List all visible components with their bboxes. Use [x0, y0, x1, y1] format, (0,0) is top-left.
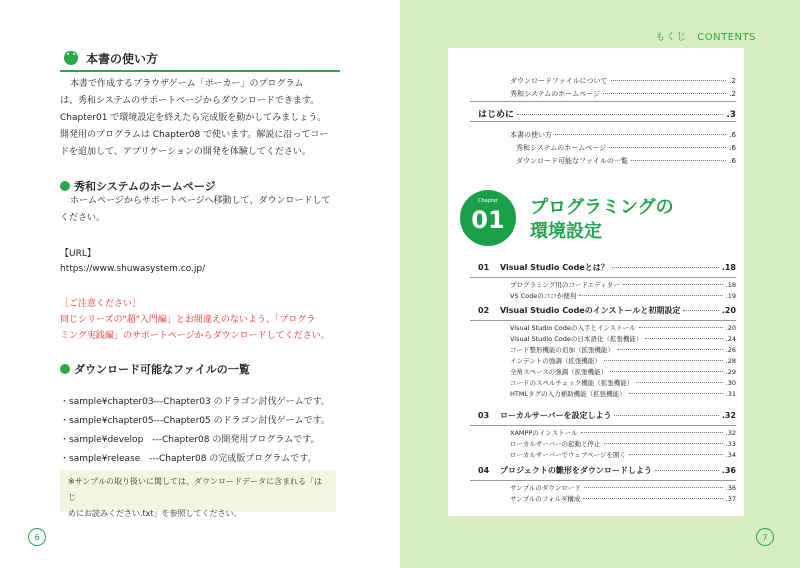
- toc-leader: [629, 393, 723, 394]
- file-item: ・sample¥develop ---Chapter08 の開発用プログラムです。: [60, 435, 320, 445]
- toc-leader: [617, 349, 723, 350]
- toc-item: [510, 280, 736, 289]
- right-page-number: 7: [756, 528, 774, 546]
- url-link[interactable]: https://www.shuwasystem.co.jp/: [60, 264, 206, 274]
- download-heading: ダウンロード可能なファイルの一覧: [60, 361, 250, 377]
- toc-item: [510, 130, 736, 140]
- toc-page: .34: [725, 451, 736, 459]
- toc-leader: [639, 327, 723, 328]
- toc-page: .20: [721, 306, 736, 315]
- toc-leader: [609, 147, 726, 148]
- toc-leader: [645, 338, 722, 339]
- toc-label: インデントの強調（拡張機能）: [510, 357, 601, 365]
- toc-page: .37: [725, 495, 736, 503]
- bullet-dot-icon: [60, 364, 70, 374]
- toc-page: .32: [725, 429, 736, 437]
- toc-divider: [470, 277, 736, 278]
- toc-page: .6: [729, 157, 736, 165]
- intro-line: Chapter01 で環境設定を終えたら完成版を動かしてみましょう。: [60, 113, 327, 123]
- toc-leader: [583, 498, 722, 499]
- toc-page: .6: [729, 144, 736, 152]
- toc-label: ローカルサーバーでウェブページを開く: [510, 451, 626, 459]
- toc-item: [510, 450, 736, 459]
- note-line: ※サンプルの取り扱いに関しては、ダウンロードデータに含まれる「はじ: [68, 477, 322, 502]
- intro-line: ドを追加して、アプリケーションの開発を体験してください。: [60, 147, 311, 157]
- toc-leader: [610, 371, 722, 372]
- toc-leader: [603, 93, 726, 94]
- notice-body: [60, 312, 350, 344]
- toc-leader: [579, 295, 722, 296]
- toc-label: ローカルサーバーを設定しよう: [500, 411, 612, 420]
- toc-divider: [470, 425, 736, 426]
- toc-page: .26: [725, 346, 736, 354]
- homepage-heading: 秀和システムのホームページ: [60, 178, 216, 194]
- toc-section-number: 02: [478, 306, 490, 315]
- toc-label: サンプルのダウンロード: [510, 484, 581, 492]
- toc-leader: [604, 360, 723, 361]
- toc-item: [510, 76, 736, 86]
- toc-leader: [623, 284, 723, 285]
- toc-leader: [614, 415, 718, 416]
- notice-heading: ［ご注意ください］: [60, 299, 142, 309]
- toc-label: VS Codeのココが便利: [510, 292, 577, 300]
- toc-label: コードのスペルチェック機能（拡張機能）: [510, 379, 634, 387]
- toc-leader: [636, 382, 722, 383]
- usage-title: 本書の使い方: [86, 52, 159, 66]
- toc-label: 秀和システムのホームページ: [510, 90, 601, 98]
- toc-section: [478, 410, 736, 421]
- intro-line: は、秀和システムのサポートページからダウンロードできます。: [60, 96, 320, 106]
- toc-item: [516, 156, 736, 166]
- toc-page: .33: [725, 440, 736, 448]
- file-item: ・sample¥chapter05---Chapter05 のドラゴン討伐ゲームです。: [60, 416, 330, 426]
- note-line: めにお読みください.txt」を参照してください。: [68, 509, 242, 518]
- frog-icon: [62, 48, 80, 66]
- toc-leader: [584, 487, 723, 488]
- toc-divider: [470, 320, 736, 321]
- toc-divider: [470, 101, 736, 102]
- toc-section: [478, 262, 736, 273]
- toc-page: .30: [725, 379, 736, 387]
- toc-label: 全角スペースの強調（拡張機能）: [510, 368, 608, 376]
- toc-item: [510, 89, 736, 99]
- toc-item: [510, 356, 736, 365]
- toc-page: .29: [725, 368, 736, 376]
- toc-section-number: 03: [478, 411, 490, 420]
- toc-item: [510, 483, 736, 492]
- toc-item: [510, 439, 736, 448]
- toc-item: [510, 367, 736, 376]
- homepage-line: ください。: [60, 213, 106, 223]
- toc-label: ローカルサーバーの起動と停止: [510, 440, 601, 448]
- toc-label: XAMPPのインストール: [510, 429, 578, 437]
- toc-page: .2: [729, 90, 736, 98]
- toc-section: [478, 465, 736, 476]
- toc-section-number: 01: [478, 263, 490, 272]
- toc-item: [510, 334, 736, 343]
- usage-section-title: [60, 48, 340, 72]
- toc-item: [510, 428, 736, 437]
- left-page-number: 6: [28, 528, 46, 546]
- toc-label: ダウンロード可能なファイルの一覧: [516, 157, 628, 165]
- toc-page: .24: [725, 335, 736, 343]
- toc-item: [510, 494, 736, 503]
- toc-label: プログラミング用のコードエディター: [510, 281, 620, 289]
- chapter-title: [530, 196, 674, 244]
- toc-page: .20: [725, 324, 736, 332]
- file-item: ・sample¥chapter03---Chapter03 のドラゴン討伐ゲームです。: [60, 397, 330, 407]
- toc-item: [510, 378, 736, 387]
- toc-label: コード整形機能の追加（拡張機能）: [510, 346, 614, 354]
- toc-leader: [581, 432, 723, 433]
- toc-label: はじめに: [478, 110, 515, 120]
- toc-page: .28: [725, 357, 736, 365]
- toc-item: [510, 323, 736, 332]
- toc-leader: [611, 80, 727, 81]
- homepage-body: [60, 193, 350, 227]
- toc-page: .3: [726, 110, 736, 120]
- toc-page: .6: [729, 131, 736, 139]
- toc-label: 本書の使い方: [510, 131, 552, 139]
- toc-page: .36: [725, 484, 736, 492]
- intro-line: 開発用のプログラムは Chapter08 で使います。解説に沿ってコー: [60, 130, 329, 140]
- toc-item: [510, 291, 736, 300]
- toc-leader: [629, 454, 723, 455]
- toc-leader: [517, 114, 723, 115]
- homepage-line: ホームページからサポートページへ移動して、ダウンロードして: [70, 196, 331, 206]
- toc-leader: [604, 443, 723, 444]
- toc-page: .18: [721, 263, 736, 272]
- toc-label: Visual Studio Codeの日本語化（拡張機能）: [510, 335, 643, 343]
- toc-leader: [612, 267, 719, 268]
- note-box: [60, 470, 336, 518]
- toc-label: 秀和システムのホームページ: [516, 144, 607, 152]
- notice-line: 同じシリーズの"超"入門編」とお間違えのないよう、「プログラ: [60, 315, 316, 325]
- toc-item: [510, 345, 736, 354]
- toc-heading: [478, 107, 736, 120]
- toc-label: HTMLタグの入力補助機能（拡張機能）: [510, 390, 626, 398]
- toc-page: .19: [725, 292, 736, 300]
- chapter-title-line: 環境設定: [530, 221, 602, 242]
- toc-label: プロジェクトの雛形をダウンロードしよう: [500, 466, 652, 475]
- toc-label: Visual Studio Codeのインストールと初期設定: [500, 306, 681, 315]
- chapter-badge-label: Chapter: [478, 198, 498, 204]
- toc-label: ダウンロードファイルについて: [510, 77, 608, 85]
- url-label: 【URL】: [60, 249, 96, 259]
- toc-label: Visual Studio Codeの入手とインストール: [510, 324, 636, 332]
- toc-label: Visual Studio Codeとは？: [500, 263, 609, 272]
- toc-divider: [470, 480, 736, 481]
- chapter-title-line: プログラミングの: [530, 197, 674, 218]
- toc-divider: [470, 121, 736, 122]
- toc-page: .31: [725, 390, 736, 398]
- bullet-dot-icon: [60, 181, 70, 191]
- file-list: [60, 393, 330, 469]
- chapter-badge: [460, 190, 516, 246]
- notice-line: ミング実践編」のサポートページからダウンロードしてください。: [60, 331, 330, 341]
- chapter-badge-number: 01: [471, 206, 505, 234]
- toc-item: [510, 389, 736, 398]
- toc-page: .36: [721, 466, 736, 475]
- toc-page: .32: [721, 411, 736, 420]
- intro-paragraph: [60, 76, 350, 161]
- toc-leader: [631, 160, 726, 161]
- contents-header: もくじ CONTENTS: [655, 32, 756, 43]
- toc-leader: [683, 310, 719, 311]
- toc-leader: [555, 134, 726, 135]
- toc-section: [478, 305, 736, 316]
- toc-section-number: 04: [478, 466, 490, 475]
- toc-label: サンプルのフォルダ構成: [510, 495, 581, 503]
- intro-line: 本書で作成するブラウザゲーム「ポーカー」のプログラム: [70, 79, 304, 89]
- toc-page: .18: [725, 281, 736, 289]
- toc-leader: [655, 470, 719, 471]
- toc-item: [516, 143, 736, 153]
- toc-page: .2: [729, 77, 736, 85]
- file-item: ・sample¥release ---Chapter08 の完成版プログラムです。: [60, 454, 317, 464]
